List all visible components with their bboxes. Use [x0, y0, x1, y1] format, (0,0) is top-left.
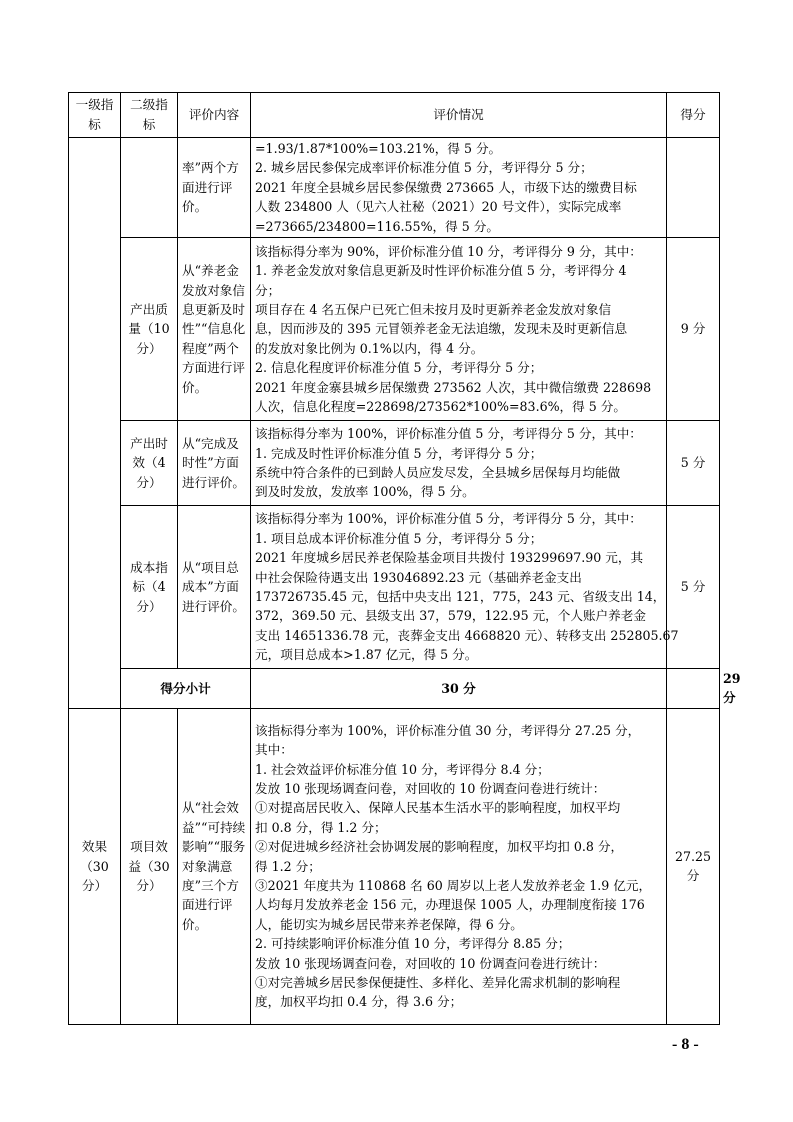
level2-indicator-cell: 项目效益（30 分） — [121, 708, 178, 1024]
situation-line: 其中： — [255, 742, 293, 758]
evaluation-content-cell: 从“完成及时性”方面进行评价。 — [178, 421, 251, 506]
situation-line: 项目存在 4 名五保户已死亡但未按月及时更新养老金发放对象信 — [255, 301, 612, 317]
situation-line: 元，项目总成本>1.87 亿元，得 5 分。 — [255, 647, 478, 663]
level1-indicator-cell: 效果（30 分） — [69, 708, 121, 1024]
evaluation-table — [68, 92, 741, 1025]
situation-line: ①对完善城乡居民参保便捷性、多样化、差异化需求机制的影响程 — [255, 975, 621, 991]
level2-indicator-cell: 产出时效（4 分） — [121, 421, 178, 506]
situation-line: 支出 14651336.78 元，丧葬金支出 4668820 元）、转移支出 252805.67 — [255, 627, 679, 643]
situation-line: 该指标得分率为 90%，评价标准分值 10 分，考评得分 9 分，其中： — [255, 243, 642, 259]
situation-line: 人数 234800 人（见六人社秘（2021）20 号文件），实际完成率 — [255, 199, 622, 215]
subtotal-row: 得分小计 30 分 29 分 — [69, 669, 720, 709]
situation-line: 该指标得分率为 100%，评价标准分值 30 分，考评得分 27.25 分， — [255, 722, 641, 738]
table-row — [69, 238, 720, 421]
table-row — [69, 506, 720, 669]
situation-line: 发放 10 张现场调查问卷，对回收的 10 份调查问卷进行统计： — [255, 781, 606, 797]
situation-line: 人，能切实为城乡居民带来养老保障，得 6 分。 — [255, 916, 523, 932]
situation-line: 分； — [255, 282, 281, 298]
situation-line: 该指标得分率为 100%，评价标准分值 5 分，考评得分 5 分，其中： — [255, 511, 642, 527]
level2-indicator-cell: 成本指标（4 分） — [121, 506, 178, 669]
situation-line: 得 1.2 分； — [255, 858, 321, 874]
situation-line: ③2021 年度共为 110868 名 60 周岁以上老人发放养老金 1.9 亿元， — [255, 878, 652, 894]
situation-line: 的发放对象比例为 0.1%以内，得 4 分。 — [255, 340, 484, 356]
situation-line: 173726735.45 元，包括中央支出 121，775，243 元、省级支出 14， — [255, 589, 666, 605]
subtotal-empty — [667, 669, 720, 709]
table-row — [69, 138, 720, 238]
situation-line: 1. 社会效益评价标准分值 10 分，考评得分 8.4 分； — [255, 761, 550, 777]
situation-line: 系统中符合条件的已到龄人员应发尽发，全县城乡居保每月均能做 — [255, 465, 621, 481]
score-cell: 5 分 — [667, 506, 720, 669]
situation-line: ②对促进城乡经济社会协调发展的影响程度，加权平均扣 0.8 分， — [255, 839, 624, 855]
subtotal-standard-score: 30 分 — [251, 669, 667, 709]
situation-line: 2. 可持续影响评价标准分值 10 分，考评得分 8.85 分； — [255, 936, 571, 952]
situation-line: 372，369.50 元、县级支出 37，579，122.95 元，个人账户养老金 — [255, 608, 646, 624]
situation-line: 2021 年度城乡居民养老保险基金项目共拨付 193299697.90 元，其 — [255, 550, 644, 566]
header-level2-indicator: 二级指标 — [121, 93, 178, 138]
level2-cell-empty — [121, 138, 178, 238]
evaluation-situation-cell — [251, 506, 679, 669]
score-cell: 5 分 — [667, 421, 720, 506]
header-level1-indicator: 一级指标 — [69, 93, 121, 138]
situation-line: 息，因而涉及的 395 元冒领养老金无法追缴，发现未及时更新信息 — [255, 321, 628, 337]
table-row — [69, 708, 720, 1024]
level2-indicator-cell: 产出质量（10 分） — [121, 238, 178, 421]
situation-line: 1. 项目总成本评价标准分值 5 分，考评得分 5 分； — [255, 530, 543, 546]
header-evaluation-situation: 评价情况 — [251, 93, 667, 138]
situation-line: 1. 养老金发放对象信息更新及时性评价标准分值 5 分，考评得分 4 — [255, 263, 627, 279]
situation-line: =273665/234800=116.55%，得 5 分。 — [255, 218, 499, 234]
situation-line: 2. 城乡居民参保完成率评价标准分值 5 分，考评得分 5 分； — [255, 160, 593, 176]
header-evaluation-content: 评价内容 — [178, 93, 251, 138]
evaluation-content-cell: 从“社会效益”“可持续影响”“服务对象满意度”三个方面进行评价。 — [178, 708, 251, 1024]
situation-line: 中社会保险待遇支出 193046892.23 元（基础养老金支出 — [255, 569, 582, 585]
score-cell: 9 分 — [667, 238, 720, 421]
situation-line: 人次，信息化程度=228698/273562*100%=83.6%，得 5 分。 — [255, 398, 626, 414]
level1-cell-empty — [69, 138, 121, 709]
table-row — [69, 421, 720, 506]
evaluation-situation-cell — [251, 421, 667, 506]
situation-line: 2021 年度全县城乡居民参保缴费 273665 人，市级下达的缴费目标 — [255, 179, 637, 195]
evaluation-content-cell: 从“养老金发放对象信息更新及时性”“信息化程度”两个方面进行评价。 — [178, 238, 251, 421]
page-number: - 8 - — [672, 1036, 699, 1053]
evaluation-situation-cell — [251, 708, 667, 1024]
situation-line: 扣 0.8 分，得 1.2 分； — [255, 819, 387, 835]
situation-line: 度，加权平均扣 0.4 分，得 3.6 分； — [255, 994, 463, 1010]
table-header-row — [69, 93, 720, 138]
evaluation-content-cell: 从“项目总成本”方面进行评价。 — [178, 506, 251, 669]
subtotal-label: 得分小计 — [121, 669, 251, 709]
situation-line: =1.93/1.87*100%=103.21%，得 5 分。 — [255, 141, 502, 156]
situation-line: 人均每月发放养老金 156 元，办理退保 1005 人，办理制度衔接 176 — [255, 897, 645, 913]
score-cell-empty — [667, 138, 720, 238]
situation-line: 发放 10 张现场调查问卷，对回收的 10 份调查问卷进行统计： — [255, 955, 606, 971]
evaluation-situation-cell — [251, 238, 667, 421]
situation-line: 到及时发放，发放率 100%，得 5 分。 — [255, 484, 475, 500]
situation-line: 2. 信息化程度评价标准分值 5 分，考评得分 5 分； — [255, 360, 543, 376]
header-score: 得分 — [667, 93, 720, 138]
evaluation-situation-cell — [251, 138, 667, 238]
evaluation-content-cell: 率”两个方面进行评价。 — [178, 138, 251, 238]
score-cell: 27.25 分 — [667, 708, 720, 1024]
situation-line: 1. 完成及时性评价标准分值 5 分，考评得分 5 分； — [255, 445, 543, 461]
situation-line: 该指标得分率为 100%，评价标准分值 5 分，考评得分 5 分，其中： — [255, 426, 642, 442]
situation-line: ①对提高居民收入、保障人民基本生活水平的影响程度，加权平均 — [255, 800, 621, 816]
situation-line: 2021 年度金寨县城乡居保缴费 273562 人次，其中微信缴费 228698 — [255, 379, 652, 395]
